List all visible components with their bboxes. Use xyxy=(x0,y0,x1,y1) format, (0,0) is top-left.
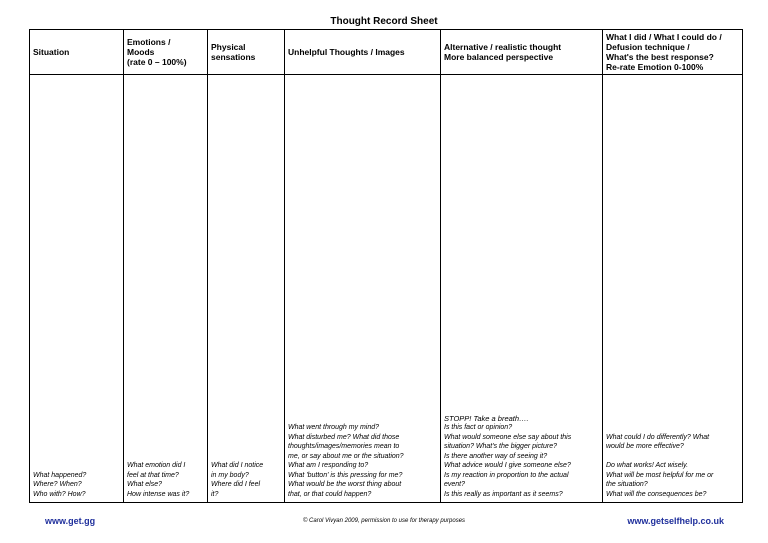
header-unhelpful-thoughts: Unhelpful Thoughts / Images xyxy=(285,30,441,75)
header-what-i-did: What I did / What I could do / Defusion technique / What's the best response? Re-rate Emotion 0-100% xyxy=(603,30,743,75)
stopp-heading: STOPP! Take a breath…. xyxy=(444,413,529,423)
header-row xyxy=(30,30,743,75)
alternative-thought-cell[interactable] xyxy=(441,75,603,503)
what-i-did-cell[interactable] xyxy=(603,75,743,503)
situation-cell[interactable] xyxy=(30,75,124,503)
emotions-prompts: What emotion did I feel at that time? What else? How intense was it? xyxy=(127,462,190,498)
what-i-did-prompts: What could I do differently? What would be more effective? Do what works! Act wisely. What will be most helpful for me or the situation? What will the consequences be? xyxy=(606,433,714,498)
alternative-thought-prompts: STOPP! Take a breath…. Is this fact or opinion? What would someone else say about this situation? What's the bigger picture? Is there another way of seeing it? What advice would I give someone else? Is my reaction in proportion to the actual event? Is this really as important as it seems? xyxy=(444,414,599,500)
thought-record-table xyxy=(29,29,743,503)
unhelpful-thoughts-prompts: What went through my mind? What disturbed me? What did those thoughts/images/memories mean to me, or say about me or the situation? What am I responding to? What 'button' is this pressing for me? What would be the worst thing about that, or that could happen? xyxy=(288,424,404,498)
header-alternative-thought: Alternative / realistic thought More balanced perspective xyxy=(441,30,603,75)
unhelpful-thoughts-cell[interactable] xyxy=(285,75,441,503)
physical-sensations-cell[interactable] xyxy=(208,75,285,503)
footer-link-get-gg[interactable]: www.get.gg xyxy=(45,516,96,526)
footer-link-getselfhelp[interactable]: www.getselfhelp.co.uk xyxy=(627,516,724,526)
header-emotions: Emotions / Moods (rate 0 – 100%) xyxy=(124,30,208,75)
emotions-cell[interactable] xyxy=(124,75,208,503)
footer-copyright: © Carol Vivyan 2009, permission to use for therapy purposes xyxy=(302,518,466,524)
header-physical-sensations: Physical sensations xyxy=(208,30,285,75)
physical-prompts: What did I notice in my body? Where did I feel it? xyxy=(211,462,264,498)
situation-prompts: What happened? Where? When? Who with? How? xyxy=(33,471,87,498)
page-title: Thought Record Sheet xyxy=(330,16,438,27)
entry-row xyxy=(30,75,743,503)
header-situation: Situation xyxy=(30,30,124,75)
